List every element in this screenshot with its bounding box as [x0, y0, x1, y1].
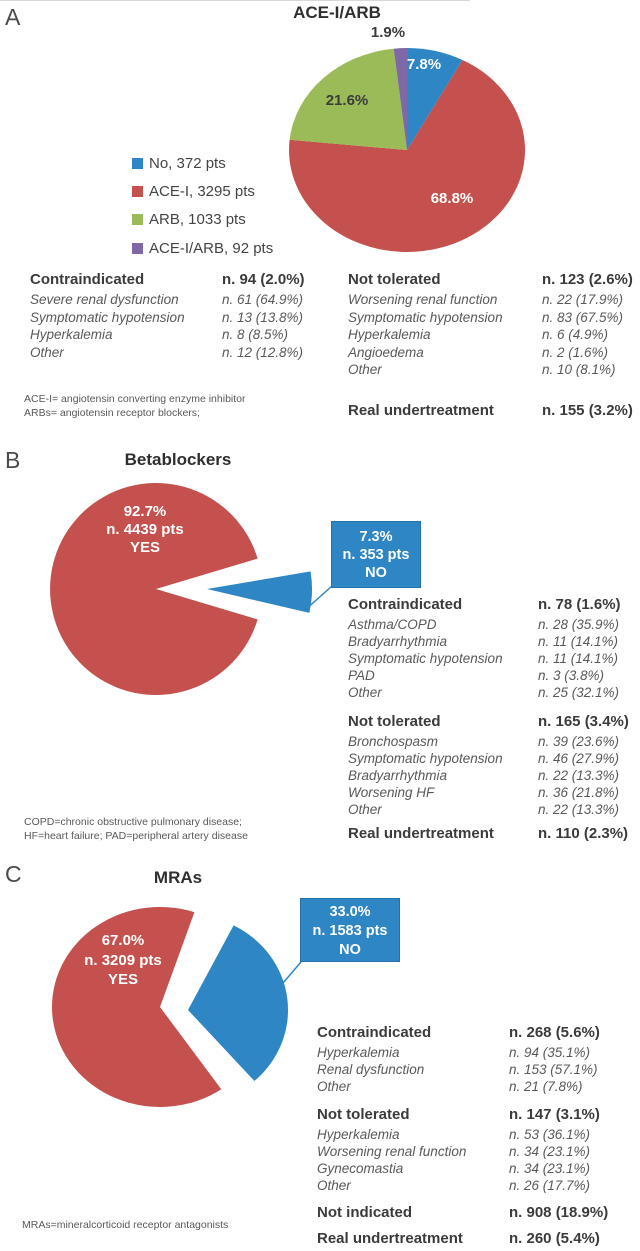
row-label: Renal dysfunction: [317, 1062, 425, 1077]
row-label: Asthma/COPD: [348, 617, 437, 632]
legend-color-swatch: [132, 158, 143, 169]
table-row: [317, 1061, 600, 1078]
section-value: n. 78 (1.6%): [538, 596, 621, 613]
row-value: n. 22 (13.3%): [538, 802, 620, 817]
no-word: NO: [365, 565, 387, 581]
row-label: Worsening renal function: [317, 1144, 467, 1159]
row-label: Other: [30, 344, 64, 360]
section-b-contraindicated: [348, 596, 621, 701]
summary-value: n. 908 (18.9%): [509, 1204, 609, 1221]
summary-value: n. 155 (3.2%): [542, 402, 633, 419]
legend-label: ARB, 1033 pts: [149, 211, 246, 229]
row-value: n. 11 (14.1%): [538, 651, 619, 666]
row-value: n. 61 (64.9%): [222, 292, 304, 307]
table-row: [30, 309, 305, 327]
panel-c-not-indicated: [317, 1204, 608, 1222]
table-row: [317, 1160, 600, 1177]
row-value: n. 11 (14.1%): [538, 634, 619, 649]
table-row: [348, 750, 629, 767]
legend-color-swatch: [132, 243, 143, 254]
panel-a: [0, 0, 640, 445]
panel-b-real-undertreatment: [348, 825, 628, 843]
legend-color-swatch: [132, 186, 143, 197]
row-value: n. 26 (17.7%): [509, 1178, 591, 1193]
pie-a-label-arb: 21.6%: [325, 92, 369, 109]
pie-a-label-no: 7.8%: [406, 56, 442, 73]
row-label: Bradyarrhythmia: [348, 768, 448, 783]
row-label: Worsening HF: [348, 785, 435, 800]
row-value: n. 46 (27.9%): [538, 751, 620, 766]
row-value: n. 8 (8.5%): [222, 327, 289, 342]
section-title: Contraindicated: [317, 1024, 432, 1041]
row-value: n. 28 (35.9%): [538, 617, 620, 632]
section-value: n. 165 (3.4%): [538, 713, 629, 730]
section-b-not-tolerated: [348, 713, 629, 818]
footnote-line: HF=heart failure; PAD=peripheral artery disease: [24, 829, 248, 842]
legend-item: [132, 149, 273, 177]
panel-a-footnote: [24, 393, 246, 420]
no-word: NO: [339, 942, 361, 958]
table-row: [348, 361, 633, 379]
table-row: [317, 1143, 600, 1160]
section-value: n. 123 (2.6%): [542, 271, 633, 288]
row-value: n. 3 (3.8%): [538, 668, 605, 683]
panel-c-letter: C: [5, 861, 22, 887]
table-row: [348, 291, 633, 309]
pie-c-slice-no: [188, 925, 288, 1081]
row-label: Other: [348, 362, 382, 377]
summary-value: n. 110 (2.3%): [538, 825, 629, 842]
table-row: [348, 733, 629, 750]
table-row: [30, 291, 305, 309]
table-row: [348, 684, 621, 701]
summary-label: Not indicated: [317, 1204, 413, 1221]
footnote-line: COPD=chronic obstructive pulmonary disease;: [24, 816, 242, 828]
no-pct: 7.3%: [359, 529, 393, 545]
summary-label: Real undertreatment: [348, 402, 494, 419]
panel-b-letter: B: [5, 447, 21, 473]
row-label: Symptomatic hypotension: [348, 751, 503, 766]
table-row: [348, 650, 621, 667]
section-c-contraindicated: [317, 1024, 600, 1095]
table-row: [348, 801, 629, 818]
table-row: [348, 616, 621, 633]
row-value: n. 21 (7.8%): [509, 1079, 583, 1094]
yes-pct: 67.0%: [101, 932, 145, 949]
row-label: Symptomatic hypotension: [30, 309, 185, 325]
no-pct: 33.0%: [329, 904, 371, 920]
no-n: n. 1583 pts: [312, 923, 388, 939]
row-label: Symptomatic hypotension: [348, 651, 503, 666]
panel-c-footnote: [22, 1219, 228, 1233]
row-label: Severe renal dysfunction: [30, 292, 179, 307]
legend-item: [132, 234, 273, 262]
row-value: n. 34 (23.1%): [509, 1161, 591, 1176]
row-label: Bradyarrhythmia: [348, 634, 448, 649]
panel-a-letter: A: [5, 4, 21, 30]
legend-color-swatch: [132, 214, 143, 225]
table-row: [30, 344, 305, 362]
row-label: Angioedema: [348, 344, 424, 360]
section-title: Not tolerated: [317, 1106, 410, 1123]
table-row: [317, 1078, 600, 1095]
legend-item: [132, 177, 273, 205]
yes-n: n. 3209 pts: [84, 951, 162, 969]
row-label: PAD: [348, 668, 375, 683]
panel-b: [0, 445, 640, 858]
pie-c-no-callout: [300, 898, 400, 962]
table-row: [348, 326, 633, 344]
section-title: Contraindicated: [30, 271, 145, 288]
section-a-contraindicated: [30, 271, 305, 361]
section-a-not-tolerated: [348, 271, 633, 379]
no-n: n. 353 pts: [342, 547, 410, 563]
row-label: Other: [317, 1178, 351, 1193]
row-value: n. 22 (17.9%): [542, 292, 624, 307]
footnote-line: MRAs=mineralcorticoid receptor antagonists: [22, 1219, 229, 1231]
table-row: [348, 784, 629, 801]
section-header: [317, 1024, 600, 1042]
table-row: [348, 344, 633, 362]
table-row: [317, 1126, 600, 1143]
row-value: n. 36 (21.8%): [538, 785, 620, 800]
panel-c-real-undertreatment: [317, 1230, 600, 1248]
pie-b-no-callout: [331, 521, 421, 588]
row-value: n. 53 (36.1%): [509, 1127, 591, 1142]
section-value: n. 268 (5.6%): [509, 1024, 600, 1041]
panel-a-title: ACE-I/ARB: [293, 3, 381, 22]
pie-b-yes-label: [85, 503, 205, 557]
row-value: n. 10 (8.1%): [542, 362, 616, 377]
panel-a-real-undertreatment: [348, 402, 633, 420]
pie-b-slice-no: [207, 571, 312, 613]
row-label: Gynecomastia: [317, 1161, 404, 1176]
row-label: Other: [317, 1079, 351, 1094]
table-row: [348, 667, 621, 684]
pie-a-legend: [132, 149, 273, 263]
yes-word: YES: [129, 539, 160, 556]
pie-a-label-ace: 68.8%: [430, 190, 474, 207]
table-row: [348, 309, 633, 327]
row-label: Hyperkalemia: [317, 1045, 400, 1060]
legend-label: No, 372 pts: [149, 154, 226, 172]
section-header: [348, 271, 633, 289]
row-label: Hyperkalemia: [348, 327, 431, 342]
table-row: [348, 767, 629, 784]
table-row: [348, 633, 621, 650]
row-value: n. 22 (13.3%): [538, 768, 620, 783]
row-label: Other: [348, 685, 382, 700]
section-title: Contraindicated: [348, 596, 463, 613]
row-value: n. 34 (23.1%): [509, 1144, 591, 1159]
table-row: [317, 1177, 600, 1194]
pie-c-yes-label: [60, 931, 186, 990]
section-title: Not tolerated: [348, 713, 441, 730]
footnote-line: ARBs= angiotensin receptor blockers;: [24, 406, 200, 419]
legend-label: ACE-I, 3295 pts: [149, 183, 255, 201]
row-label: Symptomatic hypotension: [348, 309, 503, 325]
section-title: Not tolerated: [348, 271, 441, 288]
row-label: Other: [348, 802, 382, 817]
yes-n: n. 4439 pts: [106, 521, 184, 538]
section-c-not-tolerated: [317, 1106, 600, 1194]
pie-a-label-ace-arb: 1.9%: [370, 24, 406, 41]
row-label: Bronchospasm: [348, 734, 439, 749]
table-row: [317, 1044, 600, 1061]
section-header: [348, 713, 629, 731]
row-label: Hyperkalemia: [30, 327, 113, 342]
row-value: n. 12 (12.8%): [222, 344, 304, 360]
legend-item: [132, 206, 273, 234]
footnote-line: ACE-I= angiotensin converting enzyme inhibitor: [24, 393, 246, 405]
panel-c: [0, 858, 640, 1251]
panel-b-footnote: [24, 816, 248, 843]
section-header: [348, 596, 621, 614]
section-value: n. 147 (3.1%): [509, 1106, 600, 1123]
row-value: n. 94 (35.1%): [509, 1045, 591, 1060]
row-value: n. 153 (57.1%): [509, 1062, 598, 1077]
legend-label: ACE-I/ARB, 92 pts: [149, 239, 274, 257]
row-value: n. 6 (4.9%): [542, 327, 609, 342]
row-value: n. 13 (13.8%): [222, 309, 304, 325]
row-value: n. 83 (67.5%): [542, 309, 624, 325]
row-value: n. 39 (23.6%): [538, 734, 620, 749]
panel-b-title: Betablockers: [124, 450, 232, 469]
section-value: n. 94 (2.0%): [222, 271, 305, 288]
row-label: Hyperkalemia: [317, 1127, 400, 1142]
row-value: n. 25 (32.1%): [538, 685, 620, 700]
yes-pct: 92.7%: [123, 503, 167, 520]
summary-label: Real undertreatment: [317, 1230, 463, 1247]
row-value: n. 2 (1.6%): [542, 344, 609, 360]
summary-label: Real undertreatment: [348, 825, 494, 842]
panel-c-title: MRAs: [153, 868, 203, 887]
summary-value: n. 260 (5.4%): [509, 1230, 600, 1247]
section-header: [30, 271, 305, 289]
row-label: Worsening renal function: [348, 292, 498, 307]
table-row: [30, 326, 305, 344]
section-header: [317, 1106, 600, 1124]
yes-word: YES: [107, 971, 138, 988]
